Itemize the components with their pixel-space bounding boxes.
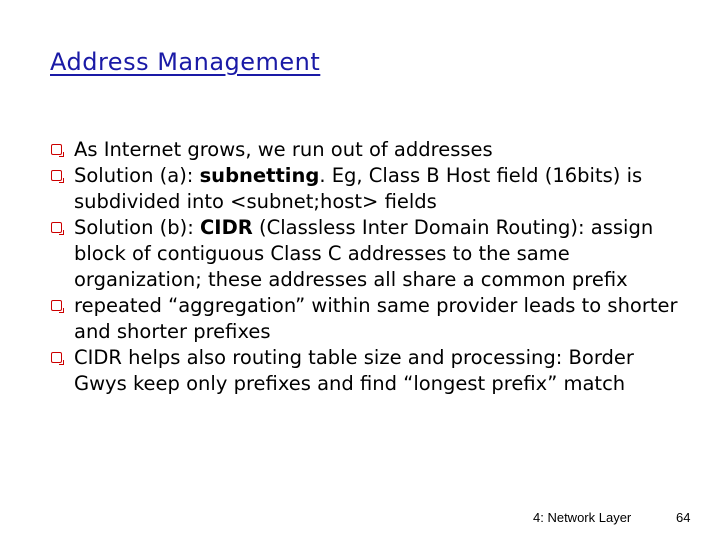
bullet-item — [50, 293, 690, 345]
bullet-text: repeated “aggregation” within same provider leads to shorter and shorter prefixes — [74, 294, 678, 343]
bullet-text-bold: CIDR — [200, 216, 253, 239]
checkbox-bullet-icon — [51, 144, 62, 155]
bullet-text: (Classless Inter Domain Routing): assign block of contiguous Class C addresses to the same organization; these addresses all share a common prefix — [74, 216, 654, 291]
bullet-item — [50, 163, 690, 215]
bullet-item — [50, 137, 690, 163]
checkbox-bullet-icon — [51, 300, 62, 311]
bullet-text-bold: subnetting — [199, 164, 320, 187]
bullet-text: Solution (b): — [74, 216, 200, 239]
page-number: 64 — [676, 510, 691, 525]
bullet-list — [50, 137, 690, 397]
bullet-text: Solution (a): — [74, 164, 200, 187]
checkbox-bullet-icon — [51, 170, 62, 181]
bullet-text: As Internet grows, we run out of addresses — [74, 138, 493, 161]
slide-title: Address Management — [50, 48, 321, 76]
bullet-text: CIDR helps also routing table size and processing: Border Gwys keep only prefixes and find “longest prefix” match — [74, 346, 634, 395]
bullet-item — [50, 215, 690, 293]
checkbox-bullet-icon — [51, 222, 62, 233]
footer-section: 4: Network Layer — [533, 510, 632, 525]
bullet-text: . Eg, Class B Host field (16bits) is subdivided into <subnet;host> fields — [74, 164, 643, 213]
bullet-item — [50, 345, 690, 397]
checkbox-bullet-icon — [51, 352, 62, 363]
